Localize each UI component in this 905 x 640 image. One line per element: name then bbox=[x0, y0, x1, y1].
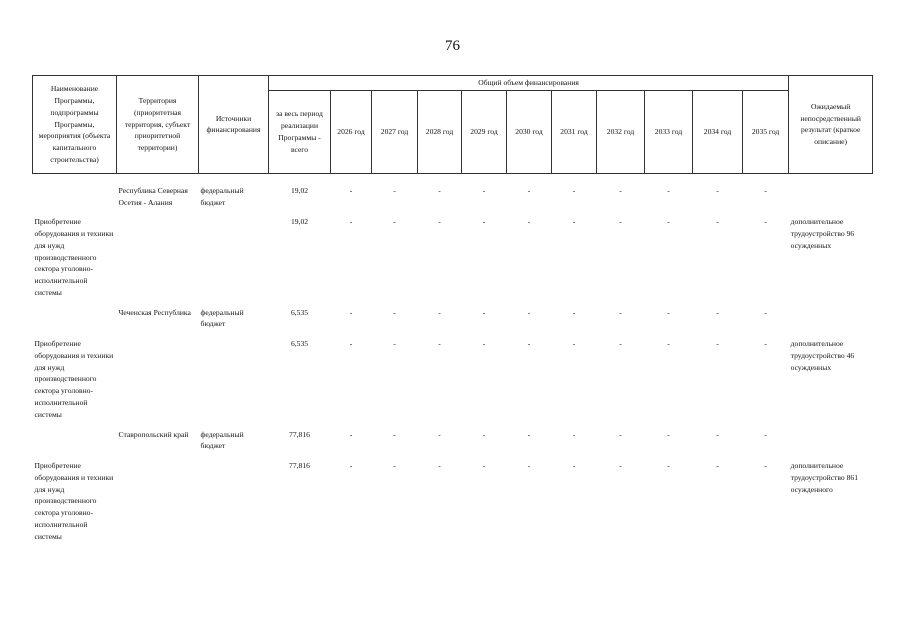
header-territory: Территория (приоритетная территория, субъект приоритетной территории) bbox=[117, 76, 199, 174]
year-value-cell: - bbox=[619, 339, 622, 349]
header-name: Наименование Программы, подпрограммы Программы, мероприятия (объекта капитального строительства) bbox=[33, 76, 117, 174]
year-value-cell: - bbox=[438, 307, 441, 317]
year-value-cell: - bbox=[349, 429, 353, 439]
year-value-cell: - bbox=[619, 217, 622, 227]
year-value-cell: - bbox=[349, 307, 353, 317]
header-year: 2029 год bbox=[462, 90, 507, 173]
year-value-cell: - bbox=[619, 307, 622, 317]
year-value-cell: - bbox=[393, 429, 396, 439]
year-value-cell: - bbox=[619, 185, 622, 195]
year-value-cell: - bbox=[764, 461, 767, 471]
year-value-cell: - bbox=[619, 429, 622, 439]
year-value-cell: - bbox=[527, 429, 531, 439]
total-cell: 19,02 bbox=[290, 185, 309, 195]
measure-name-cell bbox=[33, 185, 117, 209]
territory-cell: Чеченская Республика bbox=[118, 307, 191, 317]
year-value-cell: - bbox=[527, 461, 531, 471]
table-row bbox=[33, 216, 873, 298]
year-value-cell: - bbox=[393, 307, 396, 317]
year-value-cell: - bbox=[482, 185, 486, 195]
header-total-group: Общий объем финансирования bbox=[269, 76, 789, 91]
year-value-cell: - bbox=[349, 185, 353, 195]
header-sources: Источники финансирования bbox=[199, 76, 269, 174]
header-year: 2033 год bbox=[645, 90, 693, 173]
result-cell: дополнительное трудоустройство 46 осужденных bbox=[790, 339, 855, 372]
year-value-cell: - bbox=[667, 429, 670, 439]
measure-name-cell: Приобретение оборудования и техники для нужд производственного сектора уголовно-исполнительной системы bbox=[34, 217, 114, 297]
year-value-cell: - bbox=[716, 339, 719, 349]
year-value-cell: - bbox=[393, 339, 396, 349]
territory-cell bbox=[117, 216, 199, 298]
header-year: 2030 год bbox=[507, 90, 552, 173]
year-value-cell: - bbox=[572, 461, 576, 471]
header-year: 2035 год bbox=[743, 90, 789, 173]
result-cell bbox=[789, 307, 873, 331]
year-value-cell: - bbox=[716, 217, 719, 227]
funding-source-cell bbox=[199, 338, 269, 420]
territory-cell bbox=[117, 460, 199, 542]
header-year: 2027 год bbox=[372, 90, 418, 173]
year-value-cell: - bbox=[482, 339, 486, 349]
year-value-cell: - bbox=[438, 217, 441, 227]
year-value-cell: - bbox=[764, 339, 767, 349]
year-value-cell: - bbox=[716, 307, 719, 317]
funding-source-cell bbox=[199, 216, 269, 298]
year-value-cell: - bbox=[349, 339, 353, 349]
year-value-cell: - bbox=[349, 461, 353, 471]
total-cell: 77,816 bbox=[289, 461, 310, 471]
year-value-cell: - bbox=[393, 185, 396, 195]
table-body bbox=[33, 173, 873, 542]
year-value-cell: - bbox=[527, 339, 531, 349]
funding-source-cell bbox=[199, 460, 269, 542]
page-number: 76 bbox=[445, 38, 460, 54]
total-cell: 19,02 bbox=[290, 217, 309, 227]
year-value-cell: - bbox=[667, 217, 670, 227]
result-cell: дополнительное трудоустройство 96 осужденных bbox=[790, 217, 855, 250]
total-cell: 6,535 bbox=[290, 307, 309, 317]
funding-source-cell: федеральный бюджет bbox=[200, 185, 244, 207]
year-value-cell: - bbox=[349, 217, 353, 227]
total-cell: 77,816 bbox=[289, 429, 310, 439]
table-row bbox=[33, 429, 873, 453]
year-value-cell: - bbox=[438, 339, 441, 349]
year-value-cell: - bbox=[527, 185, 531, 195]
year-value-cell: - bbox=[482, 217, 486, 227]
year-value-cell: - bbox=[572, 429, 576, 439]
year-value-cell: - bbox=[667, 185, 670, 195]
year-value-cell: - bbox=[572, 339, 576, 349]
year-value-cell: - bbox=[393, 217, 396, 227]
year-value-cell: - bbox=[716, 185, 719, 195]
header-result: Ожидаемый непосредственный результат (краткое описание) bbox=[789, 76, 873, 174]
year-value-cell: - bbox=[572, 217, 576, 227]
table-row bbox=[33, 185, 873, 209]
year-value-cell: - bbox=[716, 461, 719, 471]
year-value-cell: - bbox=[572, 185, 576, 195]
financing-table bbox=[32, 75, 873, 542]
header-year: 2034 год bbox=[693, 90, 743, 173]
total-cell: 6,535 bbox=[290, 339, 309, 349]
header-total: за весь период реализации Программы - всего bbox=[269, 90, 331, 173]
measure-name-cell: Приобретение оборудования и техники для нужд производственного сектора уголовно-исполнительной системы bbox=[34, 461, 114, 541]
year-value-cell: - bbox=[438, 461, 441, 471]
year-value-cell: - bbox=[527, 217, 531, 227]
year-value-cell: - bbox=[667, 461, 670, 471]
result-cell bbox=[789, 185, 873, 209]
year-value-cell: - bbox=[438, 185, 441, 195]
table-row bbox=[33, 460, 873, 542]
year-value-cell: - bbox=[619, 461, 622, 471]
year-value-cell: - bbox=[393, 461, 396, 471]
territory-cell bbox=[117, 338, 199, 420]
table-row bbox=[33, 307, 873, 331]
header-year: 2031 год bbox=[552, 90, 597, 173]
year-value-cell: - bbox=[716, 429, 719, 439]
funding-source-cell: федеральный бюджет bbox=[200, 307, 244, 329]
year-value-cell: - bbox=[572, 307, 576, 317]
header-year: 2026 год bbox=[331, 90, 372, 173]
year-value-cell: - bbox=[764, 307, 767, 317]
measure-name-cell bbox=[33, 429, 117, 453]
year-value-cell: - bbox=[482, 429, 486, 439]
territory-cell: Республика Северная Осетия - Алания bbox=[118, 185, 188, 207]
year-value-cell: - bbox=[667, 307, 670, 317]
year-value-cell: - bbox=[527, 307, 531, 317]
year-value-cell: - bbox=[764, 185, 767, 195]
year-value-cell: - bbox=[482, 461, 486, 471]
year-value-cell: - bbox=[482, 307, 486, 317]
year-value-cell: - bbox=[764, 217, 767, 227]
year-value-cell: - bbox=[667, 339, 670, 349]
result-cell: дополнительное трудоустройство 861 осужденного bbox=[790, 461, 858, 494]
year-value-cell: - bbox=[764, 429, 767, 439]
year-value-cell: - bbox=[438, 429, 441, 439]
measure-name-cell bbox=[33, 307, 117, 331]
measure-name-cell: Приобретение оборудования и техники для нужд производственного сектора уголовно-исполнительной системы bbox=[34, 339, 114, 419]
header-year: 2028 год bbox=[418, 90, 462, 173]
header-year: 2032 год bbox=[597, 90, 645, 173]
table-row bbox=[33, 338, 873, 420]
result-cell bbox=[789, 429, 873, 453]
territory-cell: Ставропольский край bbox=[118, 429, 189, 439]
funding-source-cell: федеральный бюджет bbox=[200, 429, 244, 451]
